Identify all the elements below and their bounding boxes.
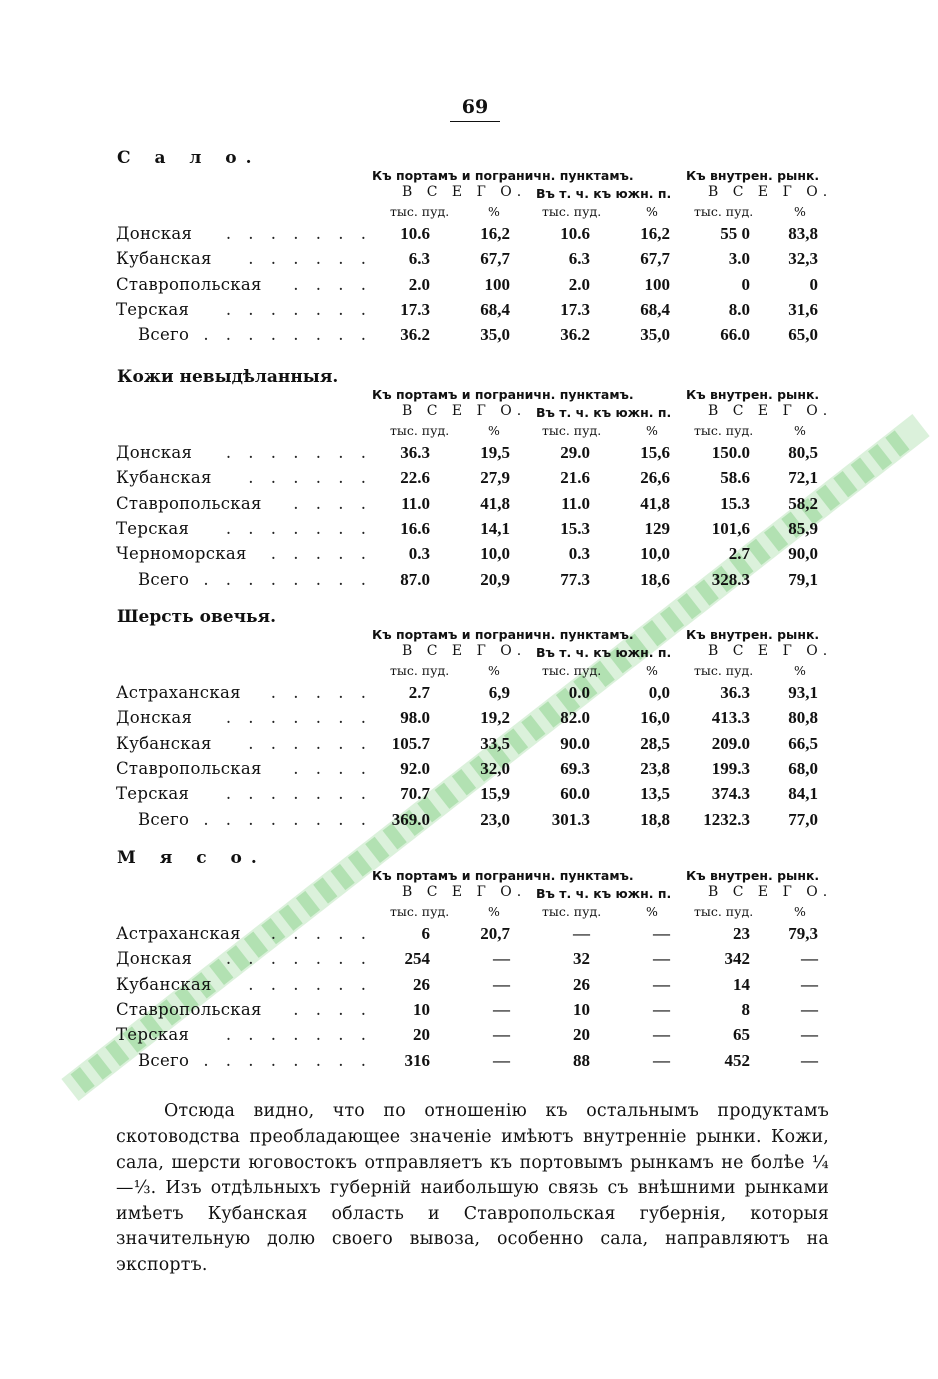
leader-dots: . . . . (293, 493, 372, 513)
value-cell: 6.3 (408, 249, 430, 269)
table-row (0, 300, 938, 325)
row-label: Терская (116, 784, 190, 804)
header-total-ports: В С Е Г О. (402, 643, 527, 659)
row-label: Ставропольская (116, 999, 262, 1019)
header-unit: тыс. пуд. (542, 423, 602, 438)
leader-dots: . . . . . . . . (203, 569, 372, 589)
value-cell: 16,2 (640, 224, 670, 243)
value-cell: 16,0 (640, 708, 670, 728)
watermark-tick (296, 891, 320, 917)
value-cell: 77,0 (788, 809, 818, 829)
value-cell: 65 (733, 1025, 750, 1045)
value-cell: 0 (741, 274, 750, 294)
table-row (0, 544, 938, 569)
table-row (0, 1025, 938, 1050)
header-total-internal: В С Е Г О. (708, 884, 833, 900)
value-cell: 105.7 (391, 733, 430, 753)
value-cell: — (801, 949, 818, 969)
value-cell: 17.3 (560, 299, 590, 319)
value-cell: 14,1 (480, 518, 510, 538)
row-label: Донская (116, 708, 193, 728)
leader-dots: . . . . . . (248, 733, 372, 753)
header-unit: % (646, 904, 658, 919)
value-cell: 36.2 (560, 325, 590, 345)
value-cell: 0.3 (408, 544, 430, 564)
value-cell: 0.0 (568, 683, 590, 702)
table-row (0, 468, 938, 493)
header-unit: тыс. пуд. (542, 904, 602, 919)
value-cell: — (653, 949, 670, 969)
value-cell: — (493, 999, 510, 1019)
value-cell: 77.3 (560, 569, 590, 589)
value-cell: 2.7 (408, 683, 430, 702)
row-label: Терская (116, 518, 190, 538)
table-row (0, 519, 938, 544)
value-cell: 26,6 (640, 468, 670, 488)
leader-dots: . . . . . . (248, 249, 372, 269)
value-cell: 15,9 (480, 784, 510, 804)
table-row (0, 249, 938, 274)
value-cell: 15.3 (560, 518, 590, 538)
value-cell: 328.3 (711, 569, 750, 589)
leader-dots: . . . . . (270, 924, 372, 943)
value-cell: — (493, 949, 510, 969)
watermark-tick (660, 606, 684, 632)
table-row (0, 924, 938, 949)
table-row (0, 975, 938, 1000)
row-label: Донская (116, 949, 193, 969)
header-internal-group: Къ внутрен. рынк. (686, 387, 820, 402)
value-cell: 26 (413, 974, 430, 994)
table-row (0, 949, 938, 974)
header-ports-group: Къ портамъ и пограничн. пунктамъ. (372, 627, 634, 642)
value-cell: 10,0 (480, 544, 510, 564)
table-row (0, 1051, 938, 1076)
value-cell: 0.3 (568, 544, 590, 564)
section-title: М я с о. (117, 848, 266, 868)
header-unit: % (488, 204, 500, 219)
value-cell: 87.0 (400, 569, 430, 589)
header-internal-group: Къ внутрен. рынк. (686, 868, 820, 883)
section-title: Кожи невыдѣланныя. (117, 367, 339, 387)
value-cell: 6 (421, 924, 430, 943)
value-cell: 0 (809, 274, 818, 294)
header-ports-group: Къ портамъ и пограничн. пунктамъ. (372, 868, 634, 883)
value-cell: 17.3 (400, 299, 430, 319)
table-row (0, 734, 938, 759)
value-cell: 150.0 (711, 443, 750, 462)
leader-dots: . . . . . . . (225, 784, 372, 804)
header-unit: % (488, 663, 500, 678)
value-cell: 413.3 (711, 708, 750, 728)
value-cell: 83,8 (788, 224, 818, 243)
value-cell: 20,7 (480, 924, 510, 943)
value-cell: — (653, 974, 670, 994)
value-cell: 60.0 (560, 784, 590, 804)
value-cell: — (653, 1025, 670, 1045)
value-cell: 88 (573, 1050, 590, 1070)
value-cell: 23,0 (480, 809, 510, 829)
value-cell: 80,8 (788, 708, 818, 728)
value-cell: 32,0 (480, 758, 510, 778)
value-cell: 1232.3 (703, 809, 750, 829)
leader-dots: . . . . . . (248, 974, 372, 994)
leader-dots: . . . . (293, 274, 372, 294)
value-cell: 72,1 (788, 468, 818, 488)
value-cell: 20 (413, 1025, 430, 1045)
table-row (0, 325, 938, 350)
value-cell: 68,0 (788, 758, 818, 778)
value-cell: 10 (573, 999, 590, 1019)
value-cell: 11.0 (561, 493, 590, 513)
value-cell: 66.0 (720, 325, 750, 345)
leader-dots: . . . . (293, 758, 372, 778)
row-label: Кубанская (116, 249, 212, 269)
leader-dots: . . . . . . . (225, 1025, 372, 1045)
table-row (0, 275, 938, 300)
table-row (0, 443, 938, 468)
header-unit: % (794, 904, 806, 919)
value-cell: 18,8 (640, 809, 670, 829)
value-cell: 0,0 (648, 683, 670, 702)
value-cell: 28,5 (640, 733, 670, 753)
value-cell: 58,2 (788, 493, 818, 513)
row-label: Донская (116, 443, 193, 462)
value-cell: 16.6 (400, 518, 430, 538)
value-cell: 14 (733, 974, 750, 994)
row-label: Ставропольская (116, 274, 262, 294)
value-cell: — (653, 924, 670, 943)
value-cell: 92.0 (400, 758, 430, 778)
value-cell: 26 (573, 974, 590, 994)
watermark-tick (365, 837, 389, 863)
row-label: Ставропольская (116, 758, 262, 778)
leader-dots: . . . . . (270, 544, 372, 564)
value-cell: — (493, 974, 510, 994)
table-row (0, 1000, 938, 1025)
value-cell: 100 (484, 274, 510, 294)
header-unit: тыс. пуд. (390, 904, 450, 919)
leader-dots: . . . . . . . (225, 299, 372, 319)
table-row (0, 708, 938, 733)
value-cell: 21.6 (560, 468, 590, 488)
row-label: Всего (138, 1050, 190, 1070)
row-label: Ставропольская (116, 493, 262, 513)
leader-dots: . . . . . . . (225, 708, 372, 728)
value-cell: 66,5 (788, 733, 818, 753)
value-cell: — (573, 924, 590, 943)
value-cell: — (493, 1025, 510, 1045)
value-cell: 58.6 (720, 468, 750, 488)
value-cell: 69.3 (560, 758, 590, 778)
row-label: Всего (138, 809, 190, 829)
value-cell: 254 (404, 949, 430, 969)
row-label: Астраханская (116, 924, 241, 943)
value-cell: 20 (573, 1025, 590, 1045)
table-row (0, 759, 938, 784)
value-cell: 2.7 (728, 544, 750, 564)
table-row (0, 570, 938, 595)
value-cell: 41,8 (640, 493, 670, 513)
value-cell: 67,7 (640, 249, 670, 269)
table-row (0, 683, 938, 708)
value-cell: 36.3 (720, 683, 750, 702)
value-cell: 2.0 (408, 274, 430, 294)
header-unit: % (794, 204, 806, 219)
value-cell: 3.0 (728, 249, 750, 269)
header-total-internal: В С Е Г О. (708, 184, 833, 200)
header-unit: % (646, 423, 658, 438)
value-cell: 70.7 (400, 784, 430, 804)
value-cell: 68,4 (640, 299, 670, 319)
header-ports-group: Къ портамъ и пограничн. пунктамъ. (372, 168, 634, 183)
header-total-internal: В С Е Г О. (708, 643, 833, 659)
header-unit: тыс. пуд. (694, 204, 754, 219)
value-cell: 98.0 (400, 708, 430, 728)
value-cell: 36.2 (400, 325, 430, 345)
value-cell: 374.3 (711, 784, 750, 804)
value-cell: 41,8 (480, 493, 510, 513)
value-cell: 11.0 (401, 493, 430, 513)
value-cell: 15,6 (640, 443, 670, 462)
value-cell: 301.3 (551, 809, 590, 829)
value-cell: 35,0 (640, 325, 670, 345)
watermark-tick (643, 620, 667, 646)
row-label: Кубанская (116, 733, 212, 753)
leader-dots: . . . . . (270, 683, 372, 702)
value-cell: 8.0 (728, 299, 750, 319)
value-cell: — (653, 999, 670, 1019)
value-cell: 13,5 (640, 784, 670, 804)
value-cell: — (801, 1025, 818, 1045)
value-cell: 55 0 (720, 224, 750, 243)
value-cell: 32 (573, 949, 590, 969)
page-number: 69 (461, 96, 489, 118)
leader-dots: . . . . . . . (225, 224, 372, 243)
value-cell: 18,6 (640, 569, 670, 589)
leader-dots: . . . . . . . . (203, 809, 372, 829)
header-unit: % (646, 204, 658, 219)
value-cell: 27,9 (480, 468, 510, 488)
row-label: Астраханская (116, 683, 241, 702)
table-row (0, 494, 938, 519)
page-number-rule (450, 121, 500, 122)
header-unit: % (488, 423, 500, 438)
row-label: Всего (138, 325, 190, 345)
header-total-ports: В С Е Г О. (402, 403, 527, 419)
value-cell: 101,6 (711, 518, 750, 538)
value-cell: 65,0 (788, 325, 818, 345)
header-unit: тыс. пуд. (694, 423, 754, 438)
value-cell: 316 (404, 1050, 430, 1070)
value-cell: 15.3 (720, 493, 750, 513)
value-cell: 32,3 (788, 249, 818, 269)
value-cell: 80,5 (788, 443, 818, 462)
table-row (0, 810, 938, 835)
header-unit: тыс. пуд. (694, 663, 754, 678)
watermark-tick (313, 877, 337, 903)
header-unit: тыс. пуд. (390, 204, 450, 219)
value-cell: 2.0 (568, 274, 590, 294)
header-unit: тыс. пуд. (542, 663, 602, 678)
value-cell: 82.0 (560, 708, 590, 728)
leader-dots: . . . . (293, 999, 372, 1019)
row-label: Терская (116, 1025, 190, 1045)
header-incl-south: Въ т. ч. къ южн. п. (536, 405, 672, 420)
header-unit: % (794, 423, 806, 438)
conclusion-paragraph: Отсюда видно, что по отношенію къ остальнымъ продуктамъ скотоводства преобладающее значеніе имѣютъ внутренніе рынки. Кожи, сала, шерсти юговостокъ отправляетъ къ портовымъ рынкамъ не болѣе ¼—⅓. Изъ отдѣльныхъ губерній наибольшую связь съ внѣшними рынками имѣетъ Кубанская область и Ставропольская губернія, которыя значительную долю своего вывоза, особенно сала, направляютъ на экспортъ. (116, 1101, 829, 1275)
value-cell: 369.0 (391, 809, 430, 829)
header-unit: % (794, 663, 806, 678)
value-cell: 23,8 (640, 758, 670, 778)
value-cell: 79,1 (788, 569, 818, 589)
value-cell: 19,2 (480, 708, 510, 728)
value-cell: 10.6 (400, 224, 430, 243)
value-cell: — (653, 1050, 670, 1070)
value-cell: 199.3 (711, 758, 750, 778)
value-cell: 8 (741, 999, 750, 1019)
leader-dots: . . . . . . . . (203, 325, 372, 345)
value-cell: 93,1 (788, 683, 818, 702)
header-total-ports: В С Е Г О. (402, 184, 527, 200)
header-unit: тыс. пуд. (390, 423, 450, 438)
header-unit: % (646, 663, 658, 678)
value-cell: 100 (644, 274, 670, 294)
value-cell: 342 (724, 949, 750, 969)
header-internal-group: Къ внутрен. рынк. (686, 627, 820, 642)
leader-dots: . . . . . . . (225, 949, 372, 969)
header-total-internal: В С Е Г О. (708, 403, 833, 419)
row-label: Терская (116, 299, 190, 319)
value-cell: 35,0 (480, 325, 510, 345)
value-cell: 10.6 (560, 224, 590, 243)
header-incl-south: Въ т. ч. къ южн. п. (536, 645, 672, 660)
value-cell: 33,5 (480, 733, 510, 753)
value-cell: 209.0 (711, 733, 750, 753)
header-unit: тыс. пуд. (694, 904, 754, 919)
value-cell: 10 (413, 999, 430, 1019)
header-ports-group: Къ портамъ и пограничн. пунктамъ. (372, 387, 634, 402)
watermark-tick (348, 850, 372, 876)
value-cell: 19,5 (480, 443, 510, 462)
watermark-tick (677, 593, 701, 619)
value-cell: — (493, 1050, 510, 1070)
header-unit: тыс. пуд. (390, 663, 450, 678)
value-cell: — (801, 999, 818, 1019)
value-cell: — (801, 974, 818, 994)
row-label: Донская (116, 224, 193, 243)
value-cell: 29.0 (560, 443, 590, 462)
watermark-tick (331, 864, 355, 890)
section-title: С а л о. (117, 148, 261, 168)
value-cell: 36.3 (400, 443, 430, 462)
value-cell: 67,7 (480, 249, 510, 269)
header-incl-south: Въ т. ч. къ южн. п. (536, 186, 672, 201)
header-total-ports: В С Е Г О. (402, 884, 527, 900)
leader-dots: . . . . . . . . (203, 1050, 372, 1070)
value-cell: 6,9 (488, 683, 510, 702)
value-cell: 129 (644, 518, 670, 538)
value-cell: 16,2 (480, 224, 510, 243)
value-cell: 79,3 (788, 924, 818, 943)
row-label: Всего (138, 569, 190, 589)
value-cell: 10,0 (640, 544, 670, 564)
table-row (0, 224, 938, 249)
value-cell: — (801, 1050, 818, 1070)
leader-dots: . . . . . . (248, 468, 372, 488)
row-label: Черноморская (116, 544, 247, 564)
section-title: Шерсть овечья. (117, 607, 277, 627)
value-cell: 31,6 (788, 299, 818, 319)
header-unit: тыс. пуд. (542, 204, 602, 219)
table-row (0, 784, 938, 809)
value-cell: 68,4 (480, 299, 510, 319)
value-cell: 85,9 (788, 518, 818, 538)
leader-dots: . . . . . . . (225, 518, 372, 538)
header-unit: % (488, 904, 500, 919)
value-cell: 452 (724, 1050, 750, 1070)
header-internal-group: Къ внутрен. рынк. (686, 168, 820, 183)
leader-dots: . . . . . . . (225, 443, 372, 462)
header-incl-south: Въ т. ч. къ южн. п. (536, 886, 672, 901)
value-cell: 84,1 (788, 784, 818, 804)
value-cell: 6.3 (568, 249, 590, 269)
row-label: Кубанская (116, 974, 212, 994)
value-cell: 23 (733, 924, 750, 943)
value-cell: 90,0 (788, 544, 818, 564)
value-cell: 20,9 (480, 569, 510, 589)
value-cell: 90.0 (560, 733, 590, 753)
value-cell: 22.6 (400, 468, 430, 488)
row-label: Кубанская (116, 468, 212, 488)
